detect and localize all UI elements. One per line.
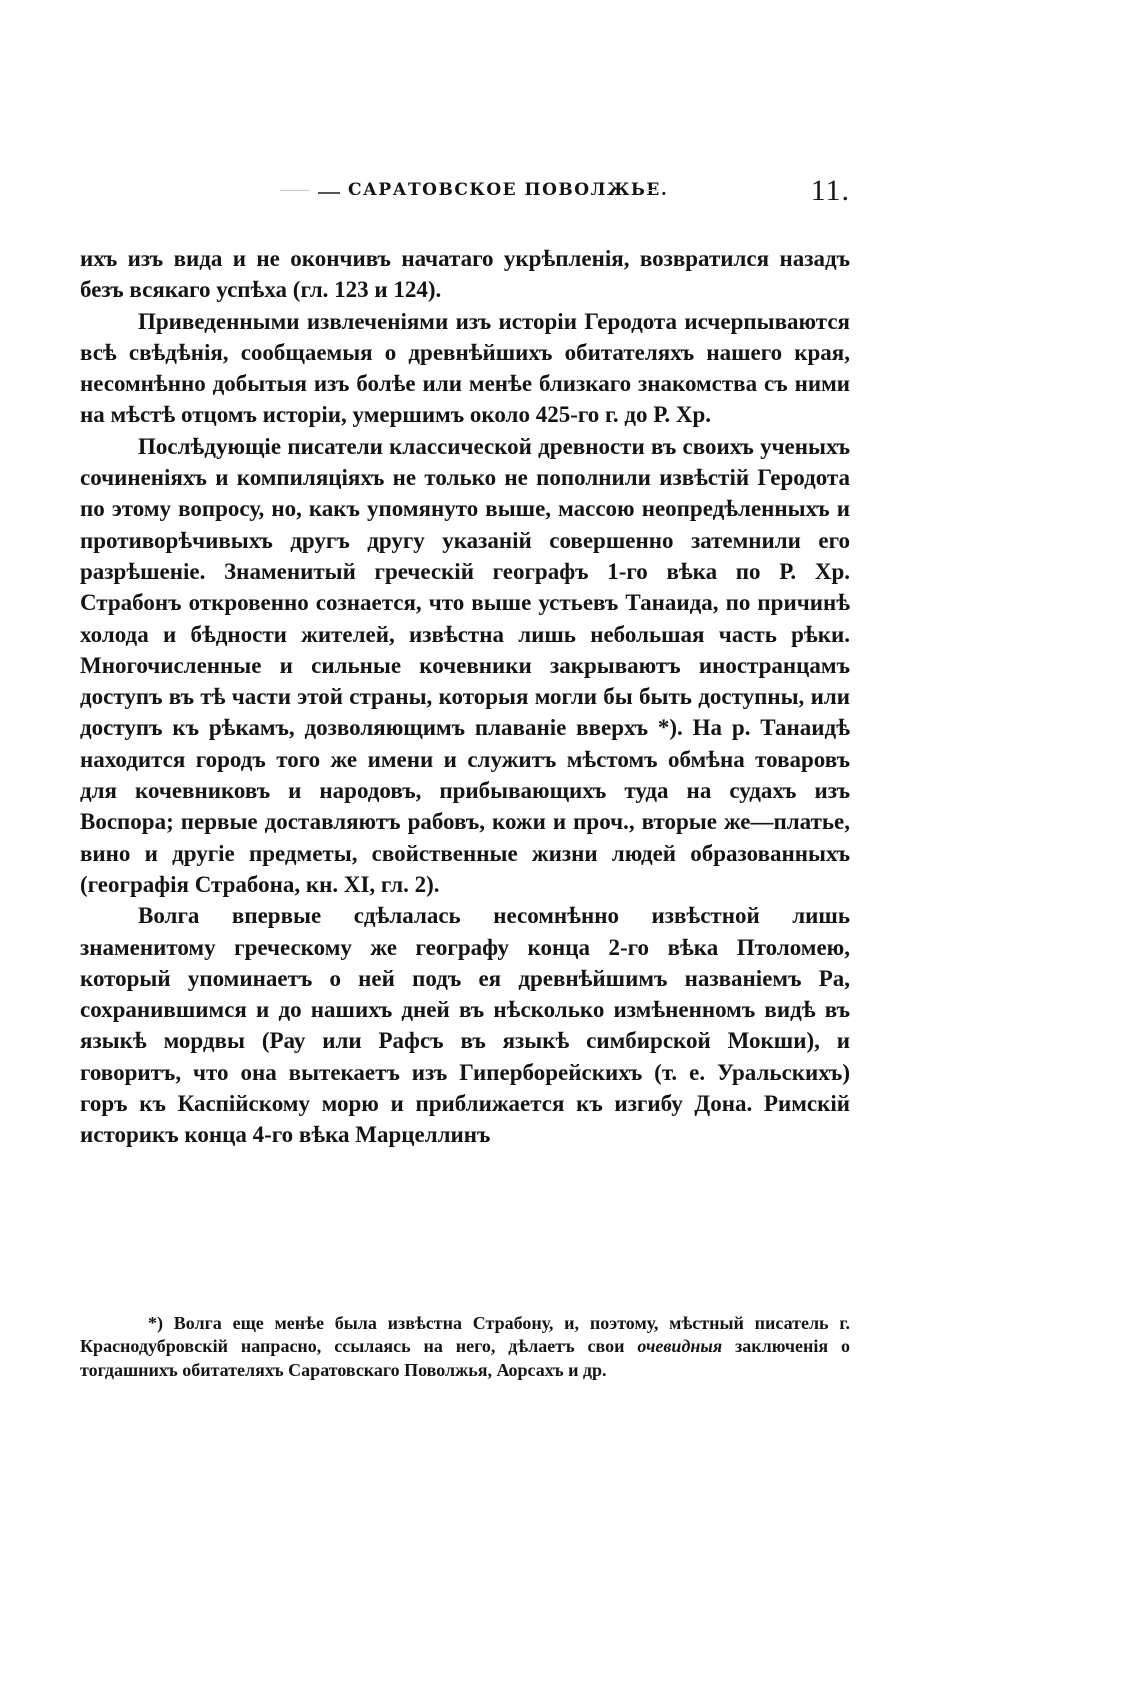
footnote bbox=[80, 1312, 850, 1382]
paragraph: Приведенными извлеченіями изъ исторіи Геродота исчерпываются всѣ свѣдѣнія, сообщаемыя о древнѣйшихъ обитателяхъ нашего края, несомнѣнно добытыя изъ болѣе или менѣе близкаго знакомства съ ними на мѣстѣ отцомъ исторіи, умершимъ около 425-го г. до Р. Хр. bbox=[80, 308, 850, 428]
footnote-text-after: заключенія о тогдашнихъ обитателяхъ Саратовскаго Поволжья, Аорсахъ и др. bbox=[80, 1336, 850, 1380]
header-rule-right bbox=[645, 190, 659, 191]
main-text bbox=[80, 243, 850, 1151]
header-rule-left bbox=[280, 190, 310, 191]
paragraph: Волга впервые сдѣлалась несомнѣнно извѣстной лишь знаменитому греческому же географу конца 2-го вѣка Птоломею, который упоминаетъ о ней подъ ея древнѣйшимъ названіемъ Ра, сохранившимся и до нашихъ дней въ нѣсколько измѣненномъ видѣ въ языкѣ мордвы (Рау или Рафсъ въ языкѣ симбирской Мокши), и говоритъ, что она вытекаетъ изъ Гиперборейскихъ (т. е. Уральскихъ) горъ къ Каспійскому морю и приближается къ изгибу Дона. Римскій историкъ конца 4-го вѣка Марцеллинъ bbox=[80, 903, 850, 1148]
running-head bbox=[80, 174, 850, 212]
footnote-text bbox=[80, 1312, 850, 1382]
running-head-title: САРАТОВСКОЕ ПОВОЛЖЬЕ. bbox=[348, 180, 669, 200]
paragraph-continued: ихъ изъ вида и не окончивъ начатаго укрѣпленія, возвратился назадъ безъ всякаго успѣха (гл. 123 и 124). bbox=[80, 246, 850, 303]
footnote-emphasis: очевидныя bbox=[637, 1336, 723, 1357]
footnote-text-before: *) Волга еще менѣе была извѣстна Страбону, и, поэтому, мѣстный писатель г. Краснодубровскій напрасно, ссылаясь на него, дѣлаетъ свои bbox=[80, 1313, 850, 1357]
paragraph: Послѣдующіе писатели классической древности въ своихъ ученыхъ сочиненіяхъ и компиляціяхъ не только не пополнили извѣстій Геродота по этому вопросу, но, какъ упомянуто выше, массою неопредѣленныхъ и противорѣчивыхъ другъ другу указаній совершенно затемнили его разрѣшеніе. Знаменитый греческій географъ 1-го вѣка по Р. Хр. Страбонъ откровенно сознается, что выше устьевъ Танаида, по причинѣ холода и бѣдности жителей, извѣстна лишь небольшая часть рѣки. Многочисленные и сильные кочевники закрываютъ иностранцамъ доступъ въ тѣ части этой страны, которыя могли бы быть доступны, или доступъ къ рѣкамъ, дозволяющимъ плаваніе вверхъ *). На р. Танаидѣ находится городъ того же имени и служитъ мѣстомъ обмѣна товаровъ для кочевниковъ и народовъ, прибывающихъ туда на судахъ изъ Воспора; первые доставляютъ рабовъ, кожи и проч., вторые же—платье, вино и другіе предметы, свойственные жизни людей образованныхъ (географія Страбона, кн. XI, гл. 2). bbox=[80, 433, 850, 897]
header-dash bbox=[318, 192, 340, 194]
page-number: 11. bbox=[810, 174, 850, 207]
